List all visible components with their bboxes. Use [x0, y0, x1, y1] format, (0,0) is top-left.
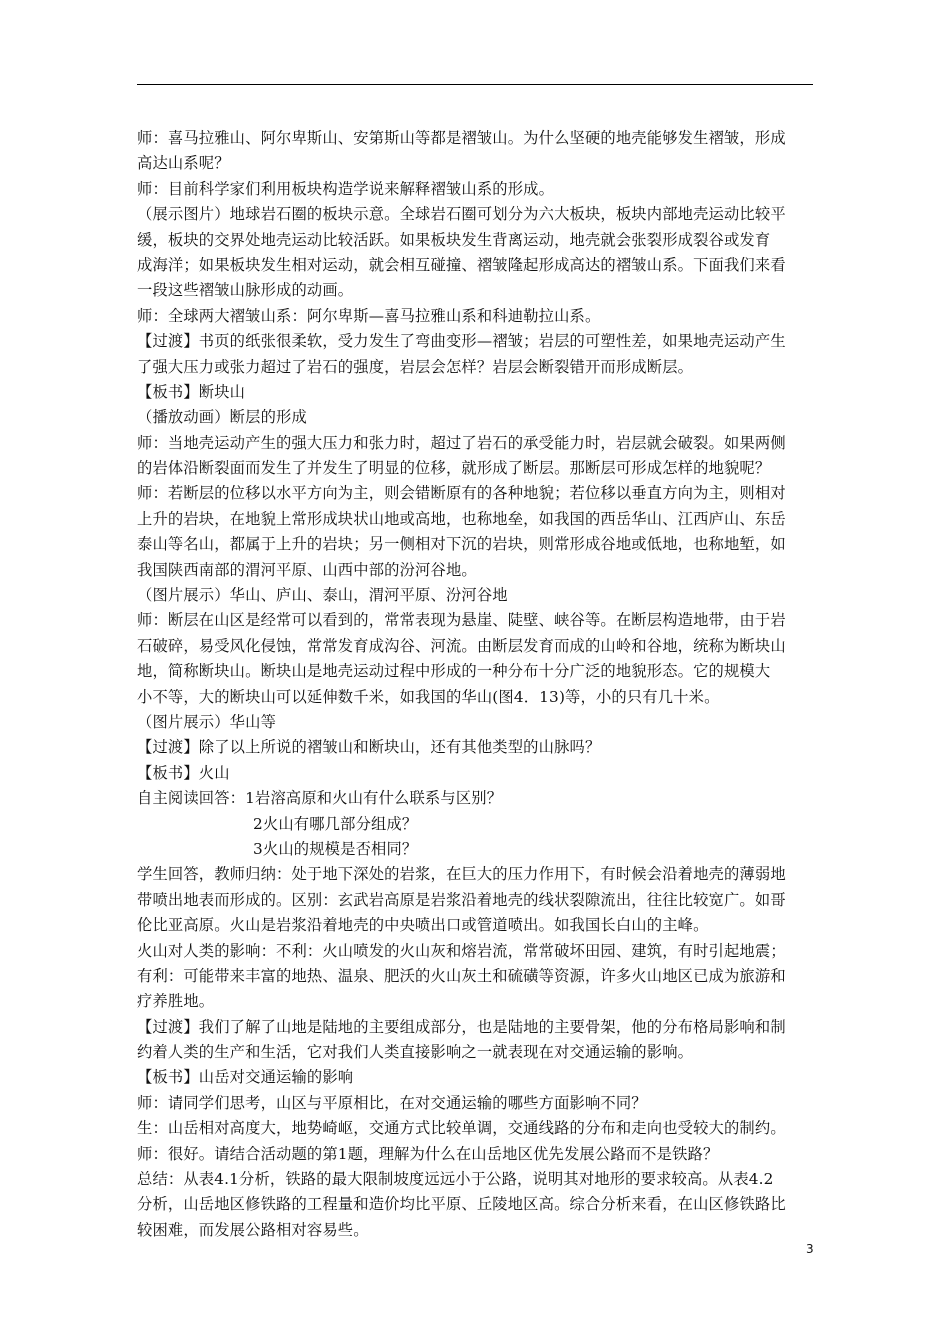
text-line: 有利：可能带来丰富的地热、温泉、肥沃的火山灰土和硫磺等资源，许多火山地区已成为旅游和 [137, 966, 786, 985]
text-line: 的岩体沿断裂面而发生了并发生了明显的位移，就形成了断层。那断层可形成怎样的地貌呢？ [137, 459, 771, 478]
text-line: 自主阅读回答：1岩溶高原和火山有什么联系与区别？ [137, 789, 503, 808]
text-line: 总结：从表4.1分析，铁路的最大限制坡度远远小于公路，说明其对地形的要求较高。从表4.2 [137, 1170, 774, 1189]
text-line: 带喷出地表而形成的。区别：玄武岩高原是岩浆沿着地壳的线状裂隙流出，往往比较宽广。如哥 [137, 890, 786, 909]
text-line: 一段这些褶皱山脉形成的动画。 [137, 281, 354, 300]
page-number: 3 [806, 1242, 814, 1256]
text-line: 3火山的规模是否相同？ [253, 839, 418, 858]
text-line: 地，简称断块山。断块山是地壳运动过程中形成的一种分布十分广泛的地貌形态。它的规模大 [137, 662, 771, 681]
text-line: 伦比亚高原。火山是岩浆沿着地壳的中央喷出口或管道喷出。如我国长白山的主峰。 [137, 916, 709, 935]
text-line: 师：很好。请结合活动题的第1题，理解为什么在山岳地区优先发展公路而不是铁路？ [137, 1144, 719, 1163]
text-line: 【过渡】书页的纸张很柔软，受力发生了弯曲变形—褶皱；岩层的可塑性差，如果地壳运动产生 [137, 332, 786, 351]
text-line: 【板书】火山 [137, 763, 230, 782]
text-line: 师：喜马拉雅山、阿尔卑斯山、安第斯山等都是褶皱山。为什么坚硬的地壳能够发生褶皱，形成 [137, 129, 786, 147]
text-line: 小不等，大的断块山可以延伸数千米，如我国的华山(图4．13)等，小的只有几十米。 [137, 687, 720, 706]
text-line: 师：全球两大褶皱山系：阿尔卑斯—喜马拉雅山系和科迪勒拉山系。 [137, 306, 601, 325]
text-line: （展示图片）地球岩石圈的板块示意。全球岩石圈可划分为六大板块，板块内部地壳运动比较平 [137, 205, 786, 224]
header-rule [137, 84, 813, 85]
text-line: 师：目前科学家们利用板块构造学说来解释褶皱山系的形成。 [137, 179, 555, 198]
text-line: 师：当地壳运动产生的强大压力和张力时，超过了岩石的承受能力时，岩层就会破裂。如果两侧 [137, 433, 786, 452]
text-line: 学生回答，教师归纳：处于地下深处的岩浆，在巨大的压力作用下，有时候会沿着地壳的薄弱地 [137, 865, 786, 884]
text-line: 【过渡】我们了解了山地是陆地的主要组成部分，也是陆地的主要骨架，他的分布格局影响和制 [137, 1017, 786, 1036]
text-line: 上升的岩块，在地貌上常形成块状山地或高地，也称地垒，如我国的西岳华山、江西庐山、东岳 [137, 509, 786, 528]
text-line: 【板书】断块山 [137, 382, 246, 401]
text-line: 【过渡】除了以上所说的褶皱山和断块山，还有其他类型的山脉吗？ [137, 738, 601, 757]
text-line: 分析，山岳地区修铁路的工程量和造价均比平原、丘陵地区高。综合分析来看，在山区修铁路比 [137, 1195, 786, 1214]
text-line: 较困难，而发展公路相对容易些。 [137, 1220, 369, 1239]
text-line: 师：请同学们思考，山区与平原相比，在对交通运输的哪些方面影响不同？ [137, 1093, 647, 1112]
text-line: 师：断层在山区是经常可以看到的，常常表现为悬崖、陡壁、峡谷等。在断层构造地带，由于岩 [137, 611, 786, 630]
text-line: 石破碎，易受风化侵蚀，常常发育成沟谷、河流。由断层发育而成的山岭和谷地，统称为断块山 [137, 636, 786, 655]
text-line: 师：若断层的位移以水平方向为主，则会错断原有的各种地貌；若位移以垂直方向为主，则相对 [137, 484, 786, 503]
text-line: 疗养胜地。 [137, 992, 215, 1011]
text-line: 高达山系呢？ [137, 154, 230, 173]
body-text [137, 126, 817, 1243]
text-line: （图片展示）华山等 [137, 712, 277, 731]
text-line: 我国陕西南部的渭河平原、山西中部的汾河谷地。 [137, 560, 477, 579]
text-line: 约着人类的生产和生活，它对我们人类直接影响之一就表现在对交通运输的影响。 [137, 1043, 694, 1062]
text-line: 缓，板块的交界处地壳运动比较活跃。如果板块发生背离运动，地壳就会张裂形成裂谷或发育 [137, 230, 771, 249]
text-line: 生：山岳相对高度大，地势崎岖，交通方式比较单调，交通线路的分布和走向也受较大的制约。 [137, 1119, 786, 1138]
text-line: 【板书】山岳对交通运输的影响 [137, 1068, 354, 1087]
text-line: 2火山有哪几部分组成？ [253, 814, 418, 833]
text-line: 火山对人类的影响：不利：火山喷发的火山灰和熔岩流，常常破坏田园、建筑，有时引起地震； [137, 941, 786, 960]
text-line: （播放动画）断层的形成 [137, 408, 307, 427]
text-line: 了强大压力或张力超过了岩石的强度，岩层会怎样？岩层会断裂错开而形成断层。 [137, 357, 694, 376]
text-line: 泰山等名山，都属于上升的岩块；另一侧相对下沉的岩块，则常形成谷地或低地，也称地堑，如 [137, 535, 786, 554]
text-line: 成海洋；如果板块发生相对运动，就会相互碰撞、褶皱隆起形成高达的褶皱山系。下面我们来看 [137, 255, 786, 274]
text-line: （图片展示）华山、庐山、泰山，渭河平原、汾河谷地 [137, 586, 508, 605]
